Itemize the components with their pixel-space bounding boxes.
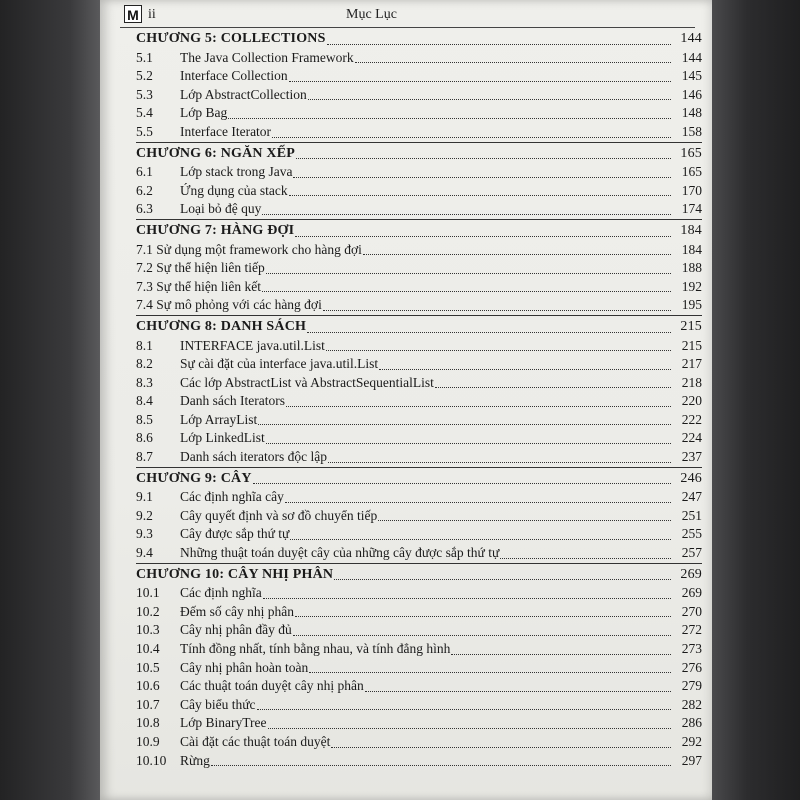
- dot-leader: [435, 387, 671, 388]
- section-page: 276: [681, 659, 702, 675]
- page-number: ii: [148, 7, 156, 22]
- section-title: Cây nhị phân đầy đủ: [180, 622, 292, 638]
- dot-leader: [293, 635, 671, 636]
- section-title: 7.2 Sự thể hiện liên tiếp: [136, 260, 265, 276]
- section-entry: [136, 278, 702, 297]
- section-entry: [136, 525, 702, 544]
- dot-leader: [262, 291, 671, 292]
- section-page: 269: [681, 585, 702, 601]
- chapter-heading: [136, 318, 702, 337]
- section-number: 5.4: [136, 105, 153, 121]
- chapter-page: 144: [680, 31, 702, 46]
- dot-leader: [266, 443, 671, 444]
- section-number: 10.10: [136, 752, 167, 768]
- section-entry: [136, 733, 702, 752]
- dot-leader: [286, 406, 671, 407]
- section-number: 10.7: [136, 696, 160, 712]
- chapter-block: [136, 315, 702, 467]
- section-page: 257: [681, 545, 702, 561]
- section-entry: [136, 659, 702, 678]
- section-page: 297: [681, 752, 702, 768]
- section-page: 247: [681, 489, 702, 505]
- section-title: Cây nhị phân hoàn toàn: [180, 659, 309, 675]
- section-entry: [136, 104, 702, 123]
- section-page: 292: [681, 733, 702, 749]
- section-entry: [136, 507, 702, 526]
- section-entry: [136, 752, 702, 771]
- section-entry: [136, 123, 702, 142]
- section-page: 158: [681, 123, 702, 139]
- section-entry: [136, 544, 702, 563]
- chapter-page: 269: [680, 566, 702, 582]
- section-number: 8.7: [136, 449, 153, 465]
- section-title: 7.4 Sự mô phỏng với các hàng đợi: [136, 297, 322, 313]
- dot-leader: [262, 214, 671, 215]
- section-title: 7.3 Sự thể hiện liên kết: [136, 278, 262, 294]
- book-left-shadow: [0, 0, 100, 800]
- section-page: 195: [681, 297, 702, 313]
- section-title: Những thuật toán duyệt cây của những cây được sắp thứ tự: [180, 545, 500, 561]
- section-title: Lớp stack trong Java: [180, 164, 293, 180]
- section-page: 224: [681, 430, 702, 446]
- dot-leader: [290, 539, 671, 540]
- chapter-heading: [136, 30, 702, 49]
- chapter-title: CHƯƠNG 9: CÂY: [136, 470, 252, 486]
- section-number: 5.2: [136, 68, 153, 84]
- publisher-logo-icon: M: [124, 5, 142, 23]
- chapter-block: [136, 219, 702, 315]
- dot-leader: [334, 579, 671, 580]
- section-page: 286: [681, 715, 702, 731]
- section-title: Interface Iterator: [180, 123, 272, 139]
- section-number: 10.3: [136, 622, 160, 638]
- section-page: 251: [681, 507, 702, 523]
- dot-leader: [285, 502, 671, 503]
- dot-leader: [253, 483, 671, 484]
- section-entry: [136, 448, 702, 467]
- section-title: Các định nghĩa: [180, 585, 262, 601]
- dot-leader: [295, 236, 671, 237]
- book-page: [100, 0, 712, 800]
- section-title: Cây được sắp thứ tự: [180, 526, 290, 542]
- section-number: 10.2: [136, 603, 160, 619]
- chapter-title: CHƯƠNG 7: HÀNG ĐỢI: [136, 222, 295, 238]
- section-number: 6.1: [136, 164, 153, 180]
- section-entry: [136, 241, 702, 260]
- section-title: Lớp BinaryTree: [180, 715, 267, 731]
- section-entry: [136, 621, 702, 640]
- section-title: Cây biểu thức: [180, 696, 256, 712]
- dot-leader: [307, 332, 671, 333]
- chapter-page: 215: [680, 318, 702, 334]
- section-title: The Java Collection Framework: [180, 49, 354, 65]
- section-title: INTERFACE java.util.List: [180, 337, 325, 353]
- chapter-page: 165: [680, 145, 702, 161]
- section-title: Cài đặt các thuật toán duyệt: [180, 733, 331, 749]
- chapter-block: [136, 563, 702, 771]
- section-number: 8.1: [136, 337, 153, 353]
- dot-leader: [309, 672, 671, 673]
- section-number: 6.3: [136, 201, 153, 217]
- chapter-title: CHƯƠNG 5: COLLECTIONS: [136, 31, 326, 46]
- section-page: 188: [681, 260, 702, 276]
- section-title: Lớp Bag: [180, 105, 228, 121]
- section-number: 10.6: [136, 678, 160, 694]
- dot-leader: [308, 99, 671, 100]
- dot-leader: [500, 558, 671, 559]
- section-title: Các định nghĩa cây: [180, 489, 284, 505]
- dot-leader: [327, 44, 671, 45]
- section-page: 174: [681, 201, 702, 217]
- section-number: 8.6: [136, 430, 153, 446]
- section-title: Cây quyết định và sơ đồ chuyển tiếp: [180, 507, 378, 523]
- section-entry: [136, 200, 702, 219]
- section-title: Các lớp AbstractList và AbstractSequentialList: [180, 374, 434, 390]
- section-page: 237: [681, 449, 702, 465]
- section-entry: [136, 374, 702, 393]
- dot-leader: [289, 81, 671, 82]
- dot-leader: [363, 254, 671, 255]
- dot-leader: [331, 747, 671, 748]
- chapter-title: CHƯƠNG 10: CÂY NHỊ PHÂN: [136, 566, 334, 582]
- dot-leader: [263, 598, 671, 599]
- section-entry: [136, 49, 702, 68]
- section-entry: [136, 67, 702, 86]
- section-number: 9.2: [136, 507, 153, 523]
- book-right-shadow: [712, 0, 800, 800]
- section-page: 273: [681, 641, 702, 656]
- section-number: 8.2: [136, 356, 153, 372]
- dot-leader: [365, 691, 671, 692]
- chapter-heading: [136, 145, 702, 164]
- section-number: 8.5: [136, 411, 153, 427]
- section-number: 8.3: [136, 374, 153, 390]
- section-title: Lớp LinkedList: [180, 430, 265, 446]
- dot-leader: [228, 118, 671, 119]
- dot-leader: [379, 369, 671, 370]
- section-page: 192: [681, 278, 702, 294]
- section-number: 6.2: [136, 182, 153, 198]
- dot-leader: [258, 424, 671, 425]
- chapter-title: CHƯƠNG 6: NGĂN XẾP: [136, 145, 296, 161]
- dot-leader: [296, 158, 671, 159]
- dot-leader: [323, 310, 671, 311]
- section-number: 10.8: [136, 715, 160, 731]
- section-entry: [136, 696, 702, 715]
- section-number: 10.9: [136, 733, 160, 749]
- section-page: 272: [681, 622, 702, 638]
- section-page: 222: [681, 411, 702, 427]
- running-title: Mục Lục: [346, 7, 397, 22]
- section-page: 170: [681, 182, 702, 198]
- dot-leader: [355, 62, 671, 63]
- section-number: 5.5: [136, 123, 153, 139]
- dot-leader: [295, 616, 671, 617]
- section-entry: [136, 488, 702, 507]
- section-title: Loại bỏ đệ quy: [180, 201, 262, 217]
- section-title: Ứng dụng của stack: [180, 182, 288, 198]
- section-title: Lớp AbstractCollection: [180, 86, 307, 102]
- section-page: 148: [681, 105, 702, 121]
- section-page: 146: [681, 86, 702, 102]
- section-page: 184: [681, 241, 702, 257]
- section-title: Sự cài đặt của interface java.util.List: [180, 356, 379, 372]
- dot-leader: [328, 462, 671, 463]
- section-entry: [136, 182, 702, 201]
- section-page: 218: [681, 374, 702, 390]
- chapter-title: CHƯƠNG 8: DANH SÁCH: [136, 318, 307, 334]
- section-entry: [136, 163, 702, 182]
- section-entry: [136, 355, 702, 374]
- section-entry: [136, 429, 702, 448]
- section-entry: [136, 337, 702, 356]
- section-title: Interface Collection: [180, 68, 288, 84]
- chapter-heading: [136, 470, 702, 489]
- dot-leader: [272, 137, 671, 138]
- table-of-contents: [136, 28, 702, 770]
- section-number: 5.3: [136, 86, 153, 102]
- section-title: Các thuật toán duyệt cây nhị phân: [180, 678, 364, 694]
- section-number: 10.4: [136, 641, 160, 656]
- section-page: 270: [681, 603, 702, 619]
- chapter-block: [136, 142, 702, 219]
- section-entry: [136, 677, 702, 696]
- dot-leader: [378, 520, 671, 521]
- section-entry: [136, 392, 702, 411]
- section-entry: [136, 296, 702, 315]
- section-page: 165: [681, 164, 702, 180]
- section-title: 7.1 Sử dụng một framework cho hàng đợi: [136, 241, 362, 257]
- section-entry: [136, 603, 702, 622]
- section-title: Danh sách Iterators: [180, 393, 285, 409]
- section-title: Đếm số cây nhị phân: [180, 603, 294, 619]
- dot-leader: [257, 709, 671, 710]
- chapter-page: 184: [680, 222, 702, 238]
- page-header: [100, 2, 712, 28]
- section-entry: [136, 259, 702, 278]
- section-page: 217: [681, 356, 702, 372]
- section-title: Rừng: [180, 752, 210, 768]
- chapter-block: [136, 28, 702, 142]
- section-page: 220: [681, 393, 702, 409]
- chapter-heading: [136, 222, 702, 241]
- section-number: 10.5: [136, 659, 160, 675]
- section-page: 255: [681, 526, 702, 542]
- section-page: 279: [681, 678, 702, 694]
- section-page: 215: [681, 337, 702, 353]
- section-entry: [136, 86, 702, 105]
- dot-leader: [326, 350, 671, 351]
- section-number: 9.4: [136, 545, 153, 561]
- dot-leader: [293, 177, 671, 178]
- dot-leader: [451, 654, 671, 655]
- section-entry: [136, 640, 702, 659]
- section-title: Lớp ArrayList: [180, 411, 258, 427]
- chapter-page: 246: [680, 470, 702, 486]
- chapter-block: [136, 467, 702, 563]
- section-title: Tính đồng nhất, tính bằng nhau, và tính đẳng hình: [180, 641, 451, 656]
- section-entry: [136, 411, 702, 430]
- section-title: Danh sách iterators độc lập: [180, 449, 327, 465]
- section-entry: [136, 584, 702, 603]
- section-number: 10.1: [136, 585, 160, 601]
- section-page: 145: [681, 68, 702, 84]
- section-number: 5.1: [136, 49, 153, 65]
- section-number: 9.1: [136, 489, 153, 505]
- dot-leader: [211, 765, 671, 766]
- dot-leader: [266, 273, 671, 274]
- section-number: 9.3: [136, 526, 153, 542]
- section-number: 8.4: [136, 393, 153, 409]
- dot-leader: [289, 195, 671, 196]
- section-page: 282: [681, 696, 702, 712]
- dot-leader: [268, 728, 671, 729]
- section-page: 144: [681, 49, 702, 65]
- section-entry: [136, 714, 702, 733]
- chapter-heading: [136, 566, 702, 585]
